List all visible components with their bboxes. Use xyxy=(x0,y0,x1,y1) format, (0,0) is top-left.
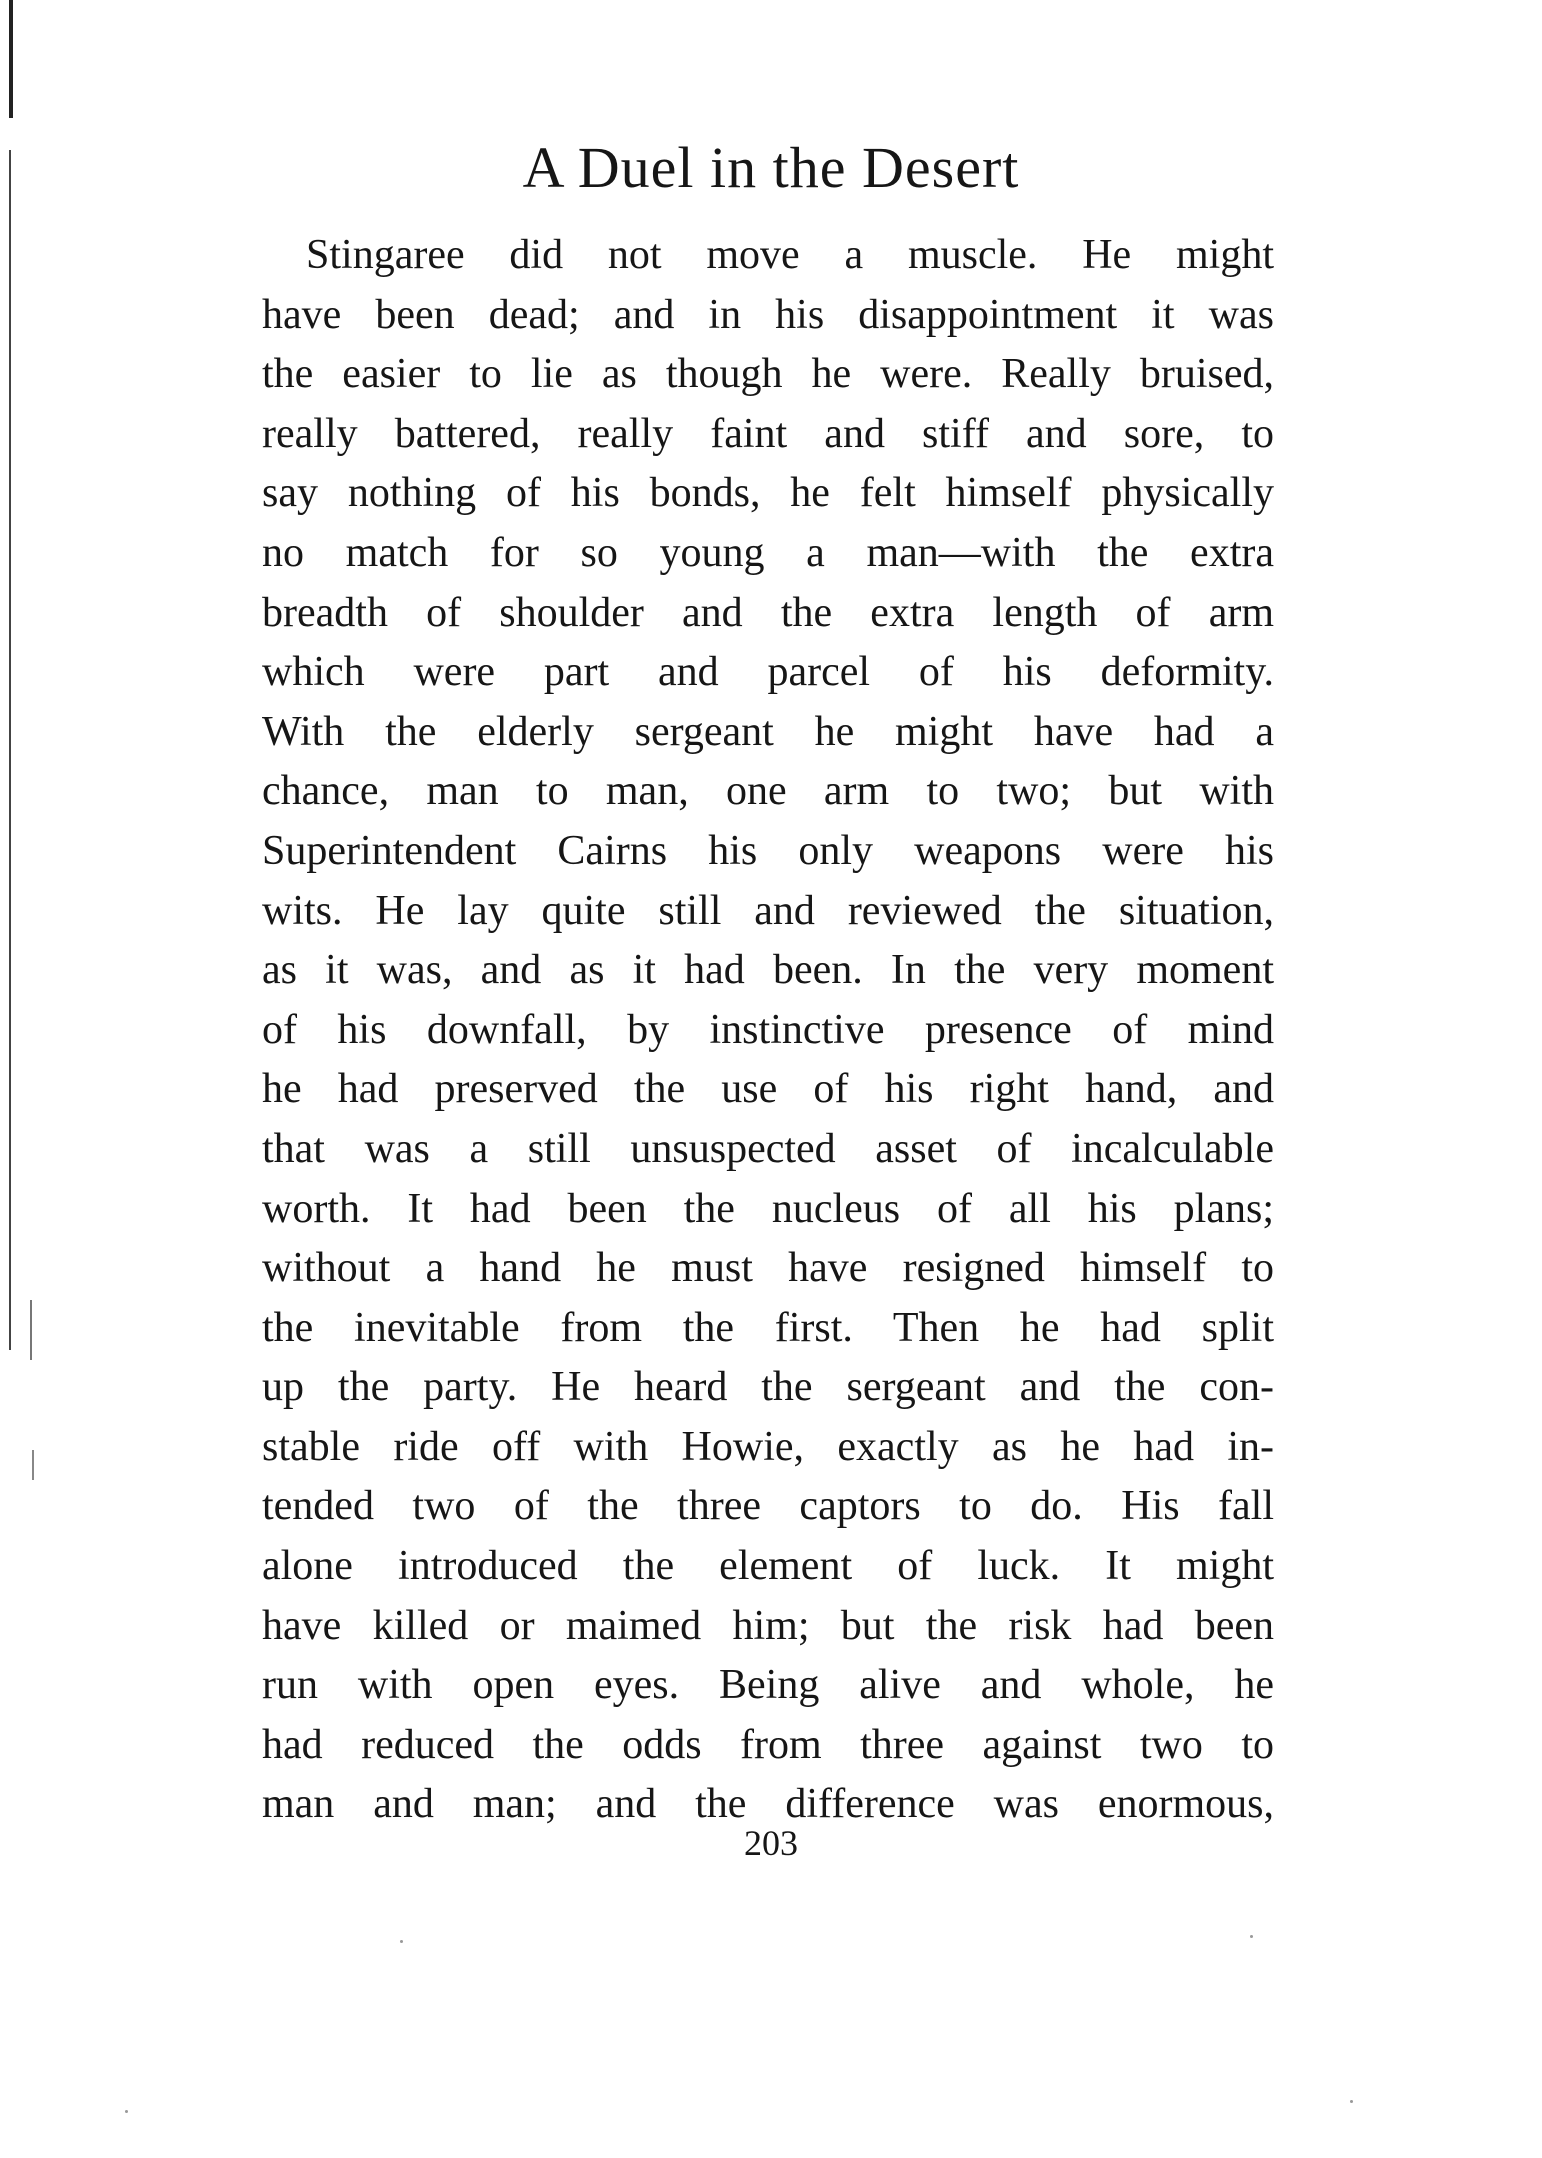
text-line: chance, man to man, one arm to two; but with xyxy=(262,768,1274,815)
text-line: alone introduced the element of luck. It might xyxy=(262,1543,1274,1590)
text-line: without a hand he must have resigned himself to xyxy=(262,1245,1274,1292)
text-line: breadth of shoulder and the extra length of arm xyxy=(262,589,1274,636)
text-line: Superintendent Cairns his only weapons were his xyxy=(262,827,1274,874)
text-line: no match for so young a man—with the extra xyxy=(262,529,1274,576)
text-line: wits. He lay quite still and reviewed the situation, xyxy=(262,887,1274,934)
text-line: that was a still unsuspected asset of incalculable xyxy=(262,1125,1274,1172)
text-line: he had preserved the use of his right hand, and xyxy=(262,1066,1274,1113)
scan-gutter-mark xyxy=(9,150,11,1350)
chapter-title: A Duel in the Desert xyxy=(522,135,1020,200)
text-line: up the party. He heard the sergeant and the con- xyxy=(262,1364,1274,1411)
text-line: worth. It had been the nucleus of all his plans; xyxy=(262,1185,1274,1232)
text-line: which were part and parcel of his deformity. xyxy=(262,649,1274,696)
page-number: 203 xyxy=(744,1823,798,1863)
text-line: say nothing of his bonds, he felt himself physically xyxy=(262,470,1274,517)
scan-speck xyxy=(1250,1935,1253,1938)
scan-speck xyxy=(125,2110,128,2113)
text-line: really battered, really faint and stiff and sore, to xyxy=(262,410,1274,457)
text-line: have been dead; and in his disappointment it was xyxy=(262,291,1274,338)
text-line: the easier to lie as though he were. Really bruised, xyxy=(262,351,1274,398)
scan-gutter-mark xyxy=(32,1450,34,1480)
text-line: With the elderly sergeant he might have had a xyxy=(262,708,1274,755)
text-line: stable ride off with Howie, exactly as he had in- xyxy=(262,1423,1274,1470)
text-line: have killed or maimed him; but the risk had been xyxy=(262,1602,1274,1649)
text-line: man and man; and the difference was enormous, xyxy=(262,1781,1274,1828)
scan-speck xyxy=(1350,2100,1353,2103)
text-line: had reduced the odds from three against two to xyxy=(262,1721,1274,1768)
body-text xyxy=(262,226,1274,1835)
scan-speck xyxy=(400,1940,403,1943)
scan-gutter-mark xyxy=(9,0,13,118)
text-line: Stingaree did not move a muscle. He might xyxy=(306,232,1274,278)
scan-gutter-mark xyxy=(30,1300,32,1360)
text-line: of his downfall, by instinctive presence of mind xyxy=(262,1006,1274,1053)
text-line: run with open eyes. Being alive and whole, he xyxy=(262,1662,1274,1709)
text-line: tended two of the three captors to do. His fall xyxy=(262,1483,1274,1530)
text-line: as it was, and as it had been. In the very moment xyxy=(262,947,1274,994)
text-line: the inevitable from the first. Then he had split xyxy=(262,1304,1274,1351)
